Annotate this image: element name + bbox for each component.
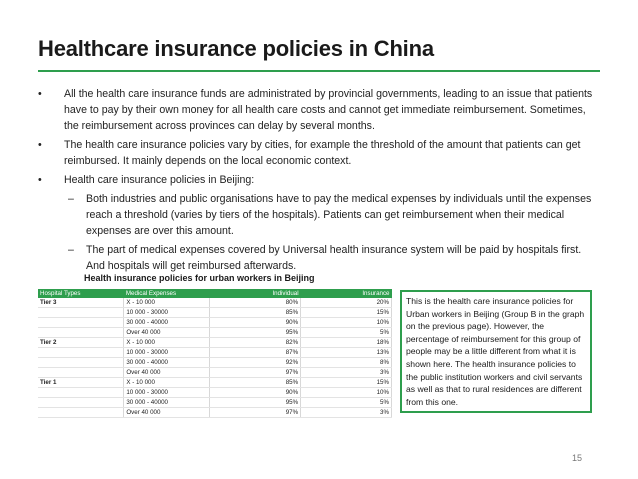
header-hospital-types: Hospital Types [38,289,124,298]
insurance-cell: 3% [301,368,392,378]
insurance-cell: 10% [301,318,392,328]
medical-expenses-cell: 30 000 - 40000 [124,358,210,368]
medical-expenses-cell: X - 10 000 [124,338,210,348]
insurance-table [38,289,392,418]
individual-cell: 90% [210,388,301,398]
table-row [38,308,392,318]
insurance-cell: 8% [301,358,392,368]
table-row [38,358,392,368]
medical-expenses-cell: 30 000 - 40000 [124,398,210,408]
table-row [38,368,392,378]
individual-cell: 92% [210,358,301,368]
header-medical-expenses: Medical Expenses [124,289,210,298]
medical-expenses-cell: Over 40 000 [124,368,210,378]
table-title: Health insurance policies for urban workers in Beijing [84,273,315,283]
hospital-type-cell: Tier 1 [38,378,124,388]
bullet-text: All the health care insurance funds are administrated by provincial governments, leading to an issue that patients have to pay by their own money for all health care costs and cannot get immediate reimbursement. Sometimes, the reimbursement across provinces can delay by several months. [64,88,593,132]
insurance-cell: 18% [301,338,392,348]
hospital-type-cell [38,368,124,378]
note-text: This is the health care insurance policies for Urban workers in Beijing (Group B in the graph on the previous page). However, the percentage of reimbursement for this group of people may be a little different from what it is shown here. The health insurance policies to the public institution workers and civil servants as well as that to rural residences are different from this one. [406,296,585,407]
hospital-type-cell [38,388,124,398]
slide-title: Healthcare insurance policies in China [38,36,434,61]
title-divider [38,70,600,72]
insurance-cell: 13% [301,348,392,358]
individual-cell: 80% [210,298,301,308]
bullet-list [38,86,600,277]
table-row [38,408,392,418]
insurance-cell: 5% [301,328,392,338]
sub-bullet-item [38,242,600,274]
hospital-type-cell [38,308,124,318]
sub-bullet-symbol: – [68,193,74,205]
medical-expenses-cell: 10 000 - 30000 [124,388,210,398]
sub-bullet-text: Both industries and public organisations have to pay the medical expenses by individuals until the expenses reach a threshold (varies by tiers of the hospitals). Patients can get reimbursement when their medical expenses are over this amount. [86,193,592,237]
table-row [38,398,392,408]
medical-expenses-cell: X - 10 000 [124,298,210,308]
individual-cell: 85% [210,308,301,318]
bullet-text: The health care insurance policies vary by cities, for example the threshold of the amount that patients can get reimbursed. It mainly depends on the local economic context. [64,139,581,167]
table-row [38,338,392,348]
table-row [38,318,392,328]
bullet-symbol: • [38,139,42,151]
insurance-cell: 3% [301,408,392,418]
individual-cell: 85% [210,378,301,388]
insurance-cell: 15% [301,378,392,388]
header-individual: Individual [210,289,301,298]
sub-bullet-text: The part of medical expenses covered by Universal health insurance system will be paid by hospitals first. And hospitals will get reimbursed afterwards. [86,244,582,272]
individual-cell: 82% [210,338,301,348]
hospital-type-cell [38,358,124,368]
table-row [38,378,392,388]
medical-expenses-cell: 10 000 - 30000 [124,308,210,318]
table-row [38,328,392,338]
medical-expenses-cell: 30 000 - 40000 [124,318,210,328]
bullet-item [38,172,600,188]
individual-cell: 90% [210,318,301,328]
table-body [38,298,392,418]
sub-bullet-symbol: – [68,244,74,256]
hospital-type-cell [38,408,124,418]
individual-cell: 95% [210,328,301,338]
insurance-cell: 10% [301,388,392,398]
individual-cell: 97% [210,368,301,378]
table-row [38,388,392,398]
page-number: 15 [572,453,583,463]
medical-expenses-cell: Over 40 000 [124,408,210,418]
bullet-item [38,137,600,169]
medical-expenses-cell: Over 40 000 [124,328,210,338]
bullet-item [38,86,600,134]
medical-expenses-cell: X - 10 000 [124,378,210,388]
hospital-type-cell [38,328,124,338]
individual-cell: 95% [210,398,301,408]
table-row [38,348,392,358]
medical-expenses-cell: 10 000 - 30000 [124,348,210,358]
insurance-cell: 15% [301,308,392,318]
hospital-type-cell: Tier 3 [38,298,124,308]
table-row [38,298,392,308]
header-insurance: Insurance [301,289,392,298]
hospital-type-cell: Tier 2 [38,338,124,348]
individual-cell: 97% [210,408,301,418]
sub-bullet-item [38,191,600,239]
insurance-cell: 20% [301,298,392,308]
table-header-row [38,289,392,298]
insurance-cell: 5% [301,398,392,408]
individual-cell: 87% [210,348,301,358]
note-box [400,290,592,413]
bullet-symbol: • [38,88,42,100]
hospital-type-cell [38,348,124,358]
bullet-text: Health care insurance policies in Beijing: [64,174,255,186]
hospital-type-cell [38,318,124,328]
bullet-symbol: • [38,174,42,186]
hospital-type-cell [38,398,124,408]
